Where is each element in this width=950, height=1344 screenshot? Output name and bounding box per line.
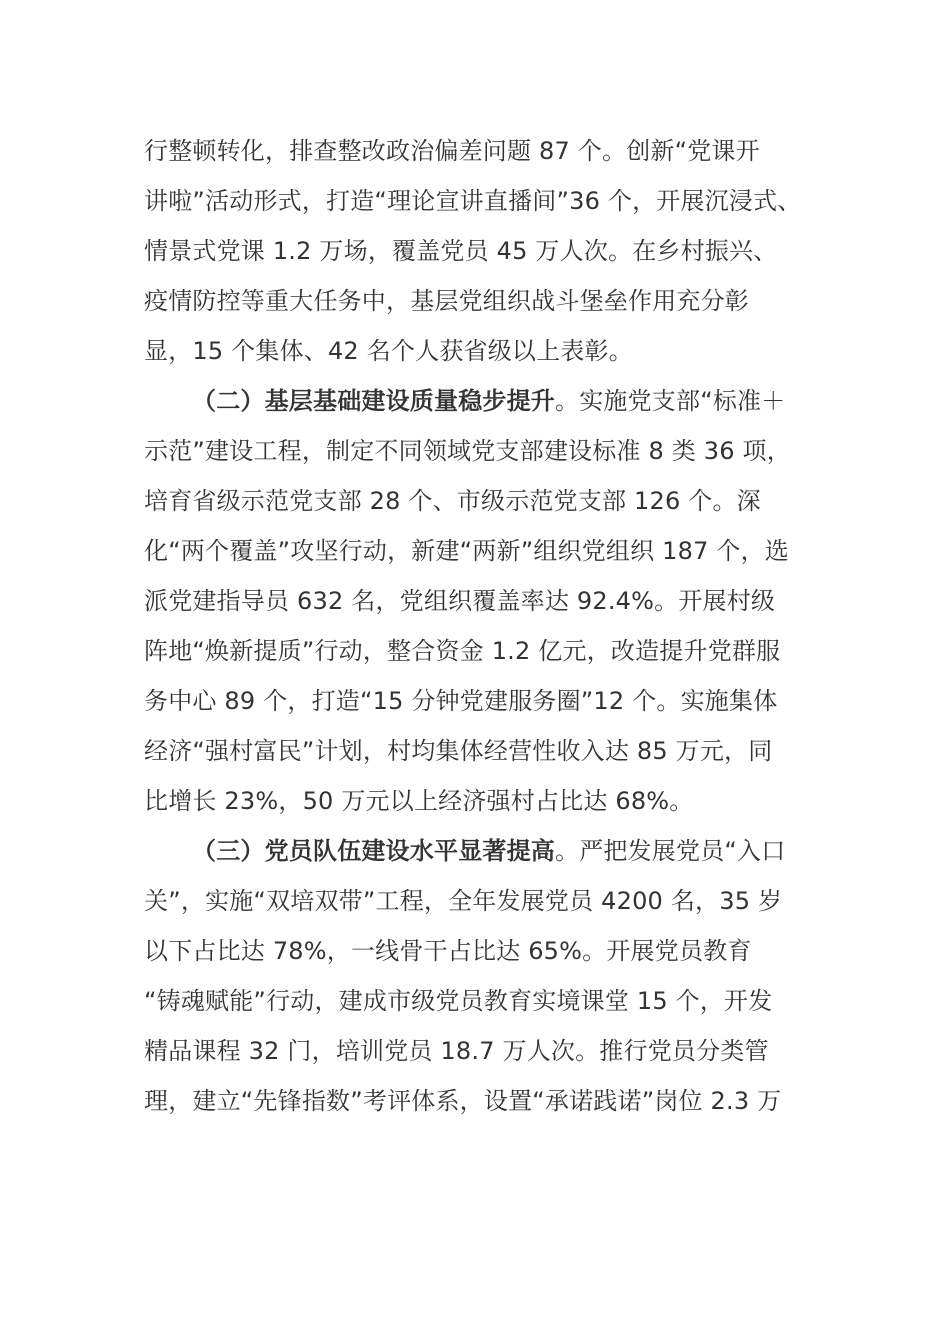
text-line: 培育省级示范党支部 28 个、市级示范党支部 126 个。深 <box>144 487 761 515</box>
paragraph-2 <box>144 376 834 826</box>
paragraph-first-line <box>144 826 834 876</box>
text-line: 关”，实施“双培双带”工程，全年发展党员 4200 名，35 岁 <box>144 887 783 915</box>
paragraph-1 <box>144 126 834 376</box>
text-line: 经济“强村富民”计划，村均集体经营性收入达 85 万元，同 <box>144 737 773 765</box>
text-line: 行整顿转化，排查整改政治偏差问题 87 个。创新“党课开 <box>144 137 760 165</box>
text-span: 。实施党支部“标准＋ <box>555 387 786 415</box>
text-line: 务中心 89 个，打造“15 分钟党建服务圈”12 个。实施集体 <box>144 687 778 715</box>
text-line: 精品课程 32 门，培训党员 18.7 万人次。推行党员分类管 <box>144 1037 769 1065</box>
text-line: 派党建指导员 632 名，党组织覆盖率达 92.4%。开展村级 <box>144 587 776 615</box>
text-line: “铸魂赋能”行动，建成市级党员教育实境课堂 15 个，开发 <box>144 987 773 1015</box>
text-line: 以下占比达 78%，一线骨干占比达 65%。开展党员教育 <box>144 937 752 965</box>
text-line: 理，建立“先锋指数”考评体系，设置“承诺践诺”岗位 2.3 万 <box>144 1087 782 1115</box>
text-line: 显，15 个集体、42 名个人获省级以上表彰。 <box>144 337 633 365</box>
section-heading: （二）基层基础建设质量稳步提升 <box>192 387 555 415</box>
text-line: 疫情防控等重大任务中，基层党组织战斗堡垒作用充分彰 <box>144 287 749 315</box>
body-text <box>144 126 834 1126</box>
text-line: 情景式党课 1.2 万场，覆盖党员 45 万人次。在乡村振兴、 <box>144 237 778 265</box>
text-line: 阵地“焕新提质”行动，整合资金 1.2 亿元，改造提升党群服 <box>144 637 781 665</box>
section-heading: （三）党员队伍建设水平显著提高 <box>192 837 555 865</box>
paragraph-first-line <box>144 376 834 426</box>
text-line: 化“两个覆盖”攻坚行动，新建“两新”组织党组织 187 个，选 <box>144 537 789 565</box>
paragraph-3 <box>144 826 834 1126</box>
text-span: 。严把发展党员“入口 <box>555 837 786 865</box>
text-line: 示范”建设工程，制定不同领域党支部建设标准 8 类 36 项， <box>144 437 791 465</box>
text-line: 讲啦”活动形式，打造“理论宣讲直播间”36 个，开展沉浸式、 <box>144 187 802 215</box>
text-line: 比增长 23%，50 万元以上经济强村占比达 68%。 <box>144 787 694 815</box>
